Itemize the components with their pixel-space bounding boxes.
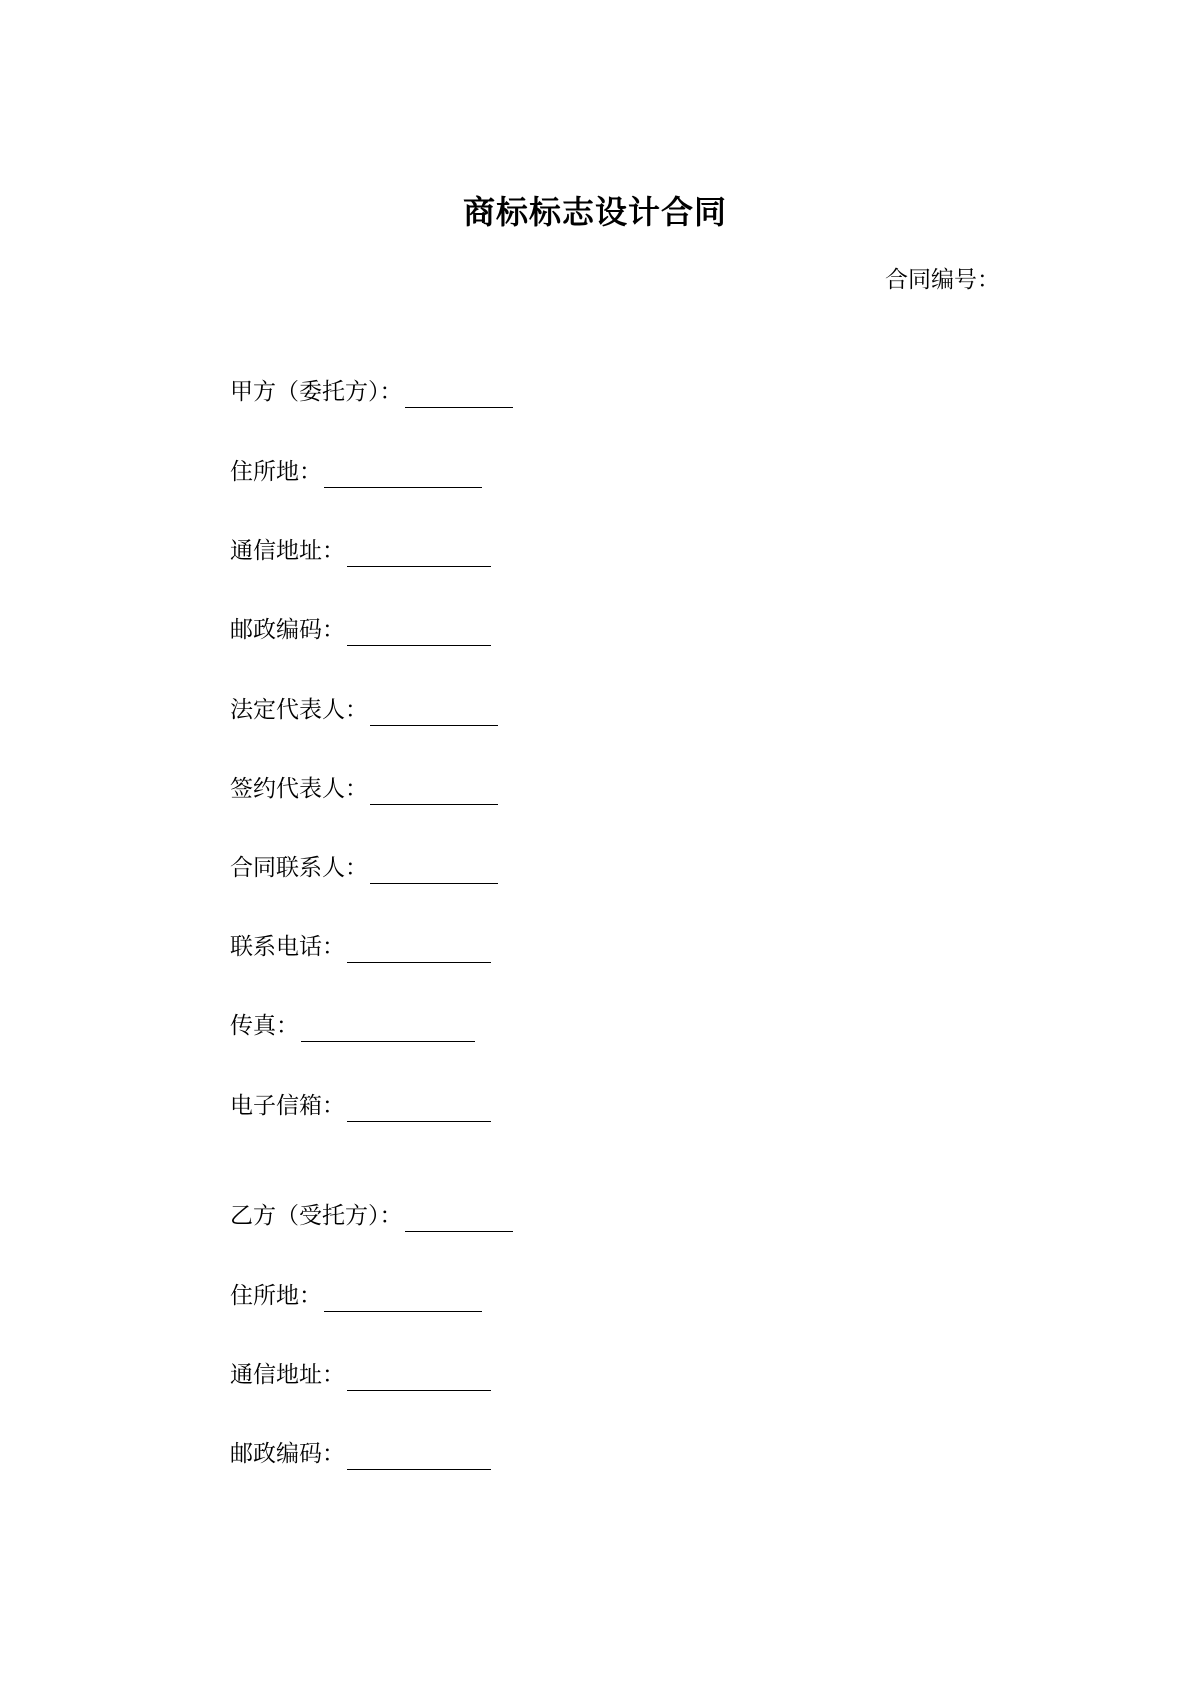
party-a-mailing-address-row [230,535,491,567]
party-a-contact-person-row [230,852,498,884]
fill-in-blank[interactable] [370,857,498,884]
field-label: 住所地： [230,1283,322,1309]
field-label: 签约代表人： [230,776,368,802]
party-a-legal-rep-row [230,694,498,726]
field-label: 合同联系人： [230,855,368,881]
party-a-phone-row [230,931,491,963]
field-label: 法定代表人： [230,697,368,723]
field-label: 通信地址： [230,538,345,564]
party-a-heading: 甲方（委托方）： [230,379,403,405]
fill-in-blank[interactable] [370,778,498,805]
fill-in-blank[interactable] [347,540,491,567]
fill-in-blank[interactable] [347,619,491,646]
party-b-postal-code-row [230,1438,491,1470]
fill-in-blank[interactable] [347,1443,491,1470]
fill-in-blank[interactable] [301,1015,475,1042]
fill-in-blank[interactable] [324,461,482,488]
field-label: 传真： [230,1013,299,1039]
party-a-name-blank[interactable] [405,381,513,408]
party-a-email-row [230,1090,491,1122]
party-b-residence-row [230,1280,482,1312]
contract-number-label: 合同编号： [885,267,1000,293]
fill-in-blank[interactable] [324,1285,482,1312]
field-label: 邮政编码： [230,617,345,643]
field-label: 电子信箱： [230,1093,345,1119]
party-a-residence-row [230,456,482,488]
fill-in-blank[interactable] [347,936,491,963]
party-b-mailing-address-row [230,1359,491,1391]
fill-in-blank[interactable] [347,1095,491,1122]
party-a-postal-code-row [230,614,491,646]
field-label: 邮政编码： [230,1441,345,1467]
fill-in-blank[interactable] [347,1364,491,1391]
field-label: 住所地： [230,459,322,485]
party-b-heading: 乙方（受托方）： [230,1203,403,1229]
party-a-signing-rep-row [230,773,498,805]
field-label: 通信地址： [230,1362,345,1388]
document-title: 商标标志设计合同 [462,193,727,231]
party-b-name-blank[interactable] [405,1205,513,1232]
party-a-heading-row [230,376,513,408]
fill-in-blank[interactable] [370,699,498,726]
field-label: 联系电话： [230,934,345,960]
party-a-fax-row [230,1010,475,1042]
party-b-heading-row [230,1200,513,1232]
